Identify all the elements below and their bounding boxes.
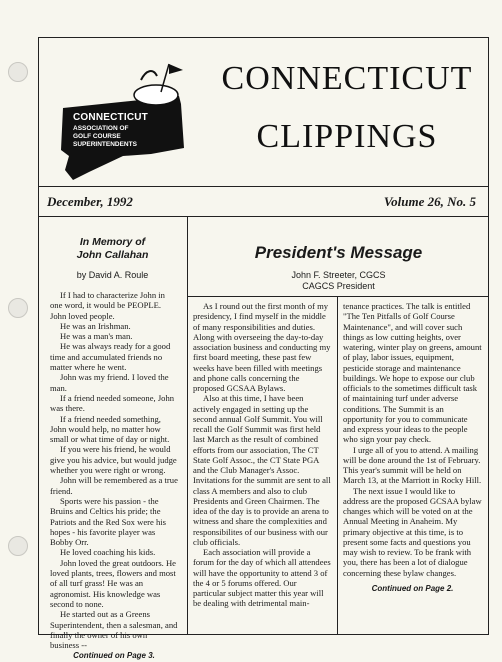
president-column-1 — [193, 301, 331, 609]
punch-hole-top — [8, 62, 28, 82]
punch-hole-middle — [8, 298, 28, 318]
masthead-divider-bottom — [39, 216, 488, 217]
memoriam-heading-line-2: John Callahan — [76, 249, 149, 261]
memoriam-byline: by David A. Roule — [76, 270, 149, 280]
president-name: John F. Streeter, CGCS — [291, 270, 386, 280]
memoriam-heading — [39, 236, 186, 262]
newsletter-title-line-2: CLIPPINGS — [256, 118, 438, 155]
issue-volume: Volume 26, No. 5 — [383, 194, 476, 209]
memoriam-paragraph: If a friend needed something, John would help, no matter how small or what time of day or night. — [50, 413, 170, 445]
issue-date: December, 1992 — [47, 194, 133, 209]
column-divider — [187, 216, 188, 634]
memoriam-paragraph: John was my friend. I loved the man. — [50, 372, 169, 393]
memoriam-paragraph: He loved coaching his kids. — [60, 547, 156, 558]
punch-hole-bottom — [8, 536, 28, 556]
logo-line-3: GOLF COURSE — [73, 133, 121, 140]
memoriam-paragraph: If a friend needed someone, John was there. — [50, 392, 175, 414]
president-paragraph: Also at this time, I have been actively engaged in setting up the second annual Golf Summit. You will recall the Golf Summit was first held last March as the result of combined efforts from our association, The CT State Golf Assoc., the CT State PGA and the Club Manager's Assoc. Invitations for the summit are sent to all class A members and also to club Presidents and Green Chairmen. The idea of the day is to provide an arena to witness and share the complexities and responsibilites of our business with our club officials. — [193, 393, 331, 547]
president-continued: Continued on Page 2. — [371, 583, 454, 593]
memoriam-paragraph: He was an Irishman. — [60, 320, 131, 331]
masthead-divider-top — [39, 186, 488, 187]
memoriam-continued: Continued on Page 3. — [73, 651, 155, 661]
cagcs-logo — [51, 50, 201, 185]
president-role: CAGCS President — [302, 281, 375, 291]
memoriam-paragraph: He started out as a Greens Superintendent, then a salesman, and finally the owner of his own business -- — [50, 609, 178, 651]
memoriam-paragraph: Sports were his passion - the Bruins and Celtics his pride; the Patriots and the Red Sox were his hopes - his favorite player was Bobby Orr. — [50, 495, 166, 548]
memoriam-heading-line-1: In Memory of — [79, 236, 146, 248]
presidents-message-title: President's Message — [254, 243, 423, 262]
president-paragraph: tenance practices. The talk is entitled "The Ten Pitfalls of Golf Course Maintenance", and will cover such things as low cutting heights, over watering, winter play on greens, amount of play, labor issues, equipment, pesticide storage and maintenance buildings. We hope to expose our club officials to the sometimes difficult task of maintaining turf under adverse conditions. The Summit is an opportunity for you to communicate and express your ideas to the people who sign your pay check. — [343, 301, 482, 445]
newsletter-title-line-1: CONNECTICUT — [221, 60, 473, 97]
memoriam-paragraph: John loved the great outdoors. He loved plants, trees, flowers and most of all turf grass! He was an agronomist. His knowledge was second to none. — [50, 557, 176, 609]
president-column-divider — [337, 296, 338, 634]
logo-text — [73, 112, 148, 149]
logo-line-1: CONNECTICUT — [73, 112, 148, 123]
logo-line-4: SUPERINTENDENTS — [73, 141, 137, 148]
president-column-2 — [343, 301, 482, 594]
memoriam-paragraph: He was always ready for a good time and accumulated friends no matter where he went. — [50, 341, 171, 373]
president-paragraph: As I round out the first month of my presidency, I find myself in the middle of many responsibilities and duties. Along with overseeing the day-to-day association business and conducting my first board meeting, these past few weeks have been filled with meetings and phone calls concerning the proposed GCSAA Bylaws. — [193, 301, 331, 393]
president-paragraph: The next issue I would like to address are the proposed GCSAA bylaw changes which will be voted on at the Annual Meeting in Anaheim. My primary objective at this time, is to present some facts and questions you may wish to review. To be frank with you, there has been a lot of dialogue concerning these bylaw changes. — [343, 485, 482, 578]
president-signature — [189, 270, 488, 292]
president-paragraph: I urge all of you to attend. A mailing will be done around the 1st of February. This year's summit will be held on March 13, at the Marriott in Rocky Hill. — [343, 444, 482, 486]
memoriam-body — [50, 290, 178, 662]
memoriam-paragraph: If I had to characterize John in one word, it would be PEOPLE. John loved people. — [50, 290, 165, 321]
memoriam-paragraph: John will be remembered as a true friend. — [50, 475, 178, 496]
newsletter-page — [38, 37, 489, 661]
memoriam-paragraph: He was a man's man. — [60, 331, 133, 342]
president-paragraph: Each association will provide a forum for the day of which all attendees will have the opportunity to attend 3 of the 4 or 5 forums offered. Our particular subject matter this year will be dealing with detrimental main- — [193, 547, 331, 609]
logo-line-2: ASSOCIATION OF — [73, 125, 129, 132]
memoriam-paragraph: If you were his friend, he would give you his advice, but would judge whether you were right or wrong. — [50, 444, 177, 476]
